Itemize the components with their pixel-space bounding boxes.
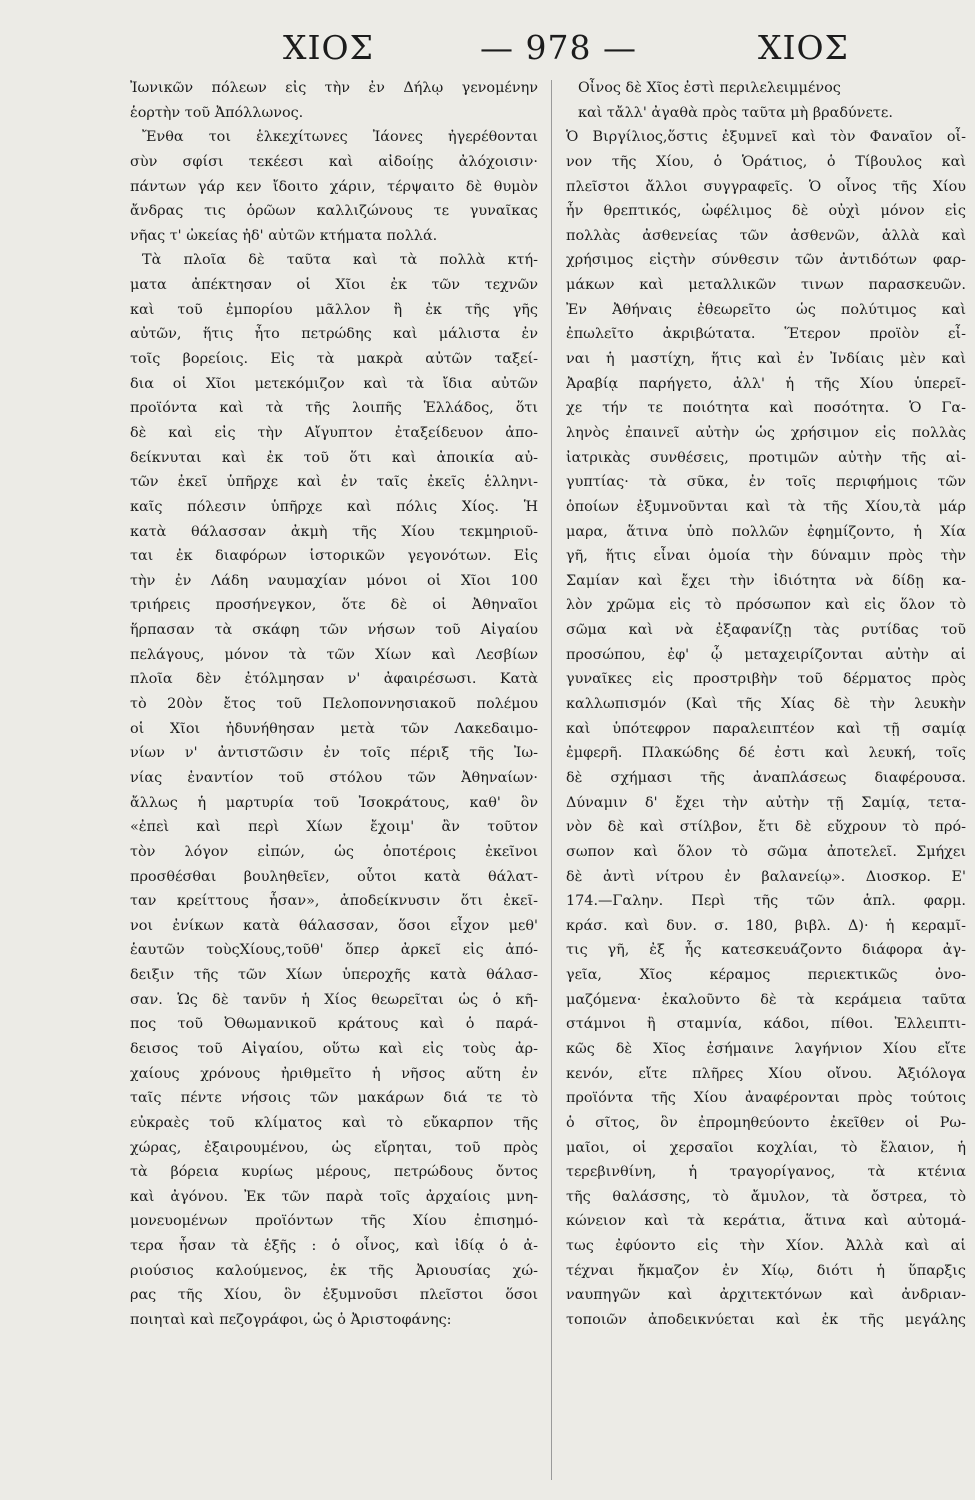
text-line: δια οἱ Χῖοι μετεκόμιζον καὶ τὰ ἴδια αὐτῶν: [130, 375, 538, 392]
text-line: μάκων καὶ μεταλλικῶν τινων παρασκευῶν.: [566, 277, 966, 294]
text-line: προϊόντα τῆς Χίου ἀναφέρονται πρὸς τούτοις: [566, 1090, 966, 1107]
right-column: [566, 76, 966, 1333]
text-line: καὶ ἀγόνου. Ἐκ τῶν παρὰ τοῖς ἀρχαίοις μνη-: [130, 1188, 538, 1205]
text-line: ἄλλως ἡ μαρτυρία τοῦ Ἰσοκράτους, καθ' ὃν: [130, 794, 538, 811]
text-line: σαν. Ὡς δὲ τανῦν ἡ Χίος θεωρεῖται ὡς ὁ κῆ-: [130, 991, 538, 1008]
text-line: Ἰωνικῶν πόλεων εἰς τὴν ἐν Δήλῳ γενομένην: [130, 80, 538, 96]
text-line: δὲ καὶ εἰς τὴν Αἴγυπτον ἐταξείδευον ἀπο-: [130, 424, 538, 441]
text-line: τριήρεις προσήνεγκον, ὅτε δὲ οἱ Ἀθηναῖοι: [130, 597, 538, 614]
text-line: τοποιῶν ἀποδεικνύεται καὶ ἐκ τῆς μεγάλης: [566, 1312, 966, 1329]
text-line: ταν κρείττους ἦσαν», ἀποδείκνυσιν ὅτι ἐκεῖ-: [130, 893, 538, 910]
text-line: ναι ἡ μαστίχη, ἥτις καὶ ἐν Ἰνδίαις μὲν καὶ: [566, 351, 966, 368]
text-line: Δύναμιν δ' ἔχει τὴν αὐτὴν τῇ Σαμίᾳ, τετα-: [566, 794, 966, 811]
text-line: χρήσιμος εἰςτὴν σύνθεσιν τῶν ἀντιδότων φαρ-: [566, 252, 966, 269]
text-line: Ἔνθα τοι ἑλκεχίτωνες Ἰάονες ἠγερέθονται: [142, 129, 538, 146]
text-line: 174.—Γαλην. Περὶ τῆς τῶν ἁπλ. φαρμ.: [566, 893, 966, 910]
text-line: τῆς θαλάσσης, τὸ ἄμυλον, τὰ ὄστρεα, τὸ: [566, 1188, 966, 1205]
text-line: νοι ἐνίκων κατὰ θάλασσαν, ὅσοι εἶχον μεθ': [130, 917, 538, 934]
text-line: χαίους χρόνους ἠριθμεῖτο ἡ νῆσος αὕτη ἐν: [130, 1065, 538, 1082]
text-line: δεισος τοῦ Αἰγαίου, οὕτω καὶ εἰς τοὺς ἀρ-: [130, 1040, 538, 1057]
text-line: κενόν, εἴτε πλῆρες Χίου οἴνου. Ἀξιόλογα: [566, 1065, 966, 1082]
text-line: ριούσιος καλούμενος, ἐκ τῆς Ἀριουσίας χώ-: [130, 1262, 538, 1279]
column-divider: [551, 80, 552, 1480]
text-line: λὸν χρῶμα εἰς τὸ πρόσωπον καὶ εἰς ὅλον τὸ: [566, 597, 966, 614]
text-line: καῖς πόλεσιν ὑπῆρχε καὶ πόλις Χίος. Ἡ: [130, 498, 538, 515]
text-line: κῶς δὲ Χῖος ἐσήμαινε λαγήνιον Χίου εἴτε: [566, 1040, 966, 1057]
text-line: πάντων γάρ κεν ἴδοιτο χάριν, τέρψαιτο δὲ θυμὸν: [130, 178, 538, 195]
text-line: σῶμα καὶ νὰ ἐξαφανίζῃ τὰς ρυτίδας τοῦ: [566, 622, 966, 639]
text-line: Ἐν Ἀθήναις ἐθεωρεῖτο ὡς πολύτιμος καὶ: [566, 301, 966, 318]
left-column: [130, 76, 538, 1333]
text-line: Σαμίαν καὶ ἔχει τὴν ἰδιότητα νὰ δίδῃ κα-: [566, 572, 966, 589]
text-line: χε τήν τε ποιότητα καὶ ποσότητα. Ὁ Γα-: [566, 400, 966, 417]
text-line: γυπτίας· τὰ σῦκα, ἐν τοῖς περιφήμοις τῶν: [566, 474, 966, 491]
text-line: ἄνδρας τις ὁρῶων καλλιζώνους τε γυναῖκας: [130, 203, 538, 220]
text-line: μονευομένων προϊόντων τῆς Χίου ἐπισημό-: [130, 1213, 538, 1230]
text-line: σὺν σφίσι τεκέεσι καὶ αἰδοίῃς ἀλόχοισιν·: [130, 153, 538, 170]
text-line: νον τῆς Χίου, ὁ Ὁράτιος, ὁ Τίβουλος καὶ: [566, 153, 966, 170]
text-line: γυναῖκες εἰς προστριβὴν τοῦ δέρματος πρὸς: [566, 671, 966, 688]
text-line: ποιηταὶ καὶ πεζογράφοι, ὡς ὁ Ἀριστοφάνης:: [130, 1312, 452, 1329]
text-line: μαρα, ἅτινα ὑπὸ πολλῶν ἐφημίζοντο, ἡ Χία: [566, 523, 966, 540]
text-line: τως ἐφύοντο εἰς τὴν Χίον. Ἀλλὰ καὶ αἱ: [566, 1238, 966, 1255]
text-line: τις γῆ, ἐξ ἧς κατεσκευάζοντο διάφορα ἀγ-: [566, 942, 966, 959]
text-line: τὰ βόρεια κυρίως μέρους, πετρώδους ὄντος: [130, 1164, 538, 1181]
text-line: ἰατρικὰς συνθέσεις, προτιμῶν αὐτὴν τῆς αἰ-: [566, 449, 966, 466]
text-line: τὸν λόγον εἰπών, ὡς ὁποτέροις ἐκεῖνοι: [130, 843, 538, 860]
text-line: ἥρπασαν τὰ σκάφη τῶν νήσων τοῦ Αἰγαίου: [130, 622, 538, 639]
text-line: νῆας τ' ὠκείας ἠδ' αὐτῶν κτήματα πολλά.: [130, 227, 438, 244]
text-line: καὶ τοῦ ἐμπορίου μᾶλλον ἢ ἐκ τῆς γῆς: [130, 301, 538, 318]
text-line: τερεβινθίνη, ἡ τραγορίγανος, τὰ κτένια: [566, 1164, 966, 1181]
text-line: ἐμφερῆ. Πλακώδης δέ ἐστι καὶ λευκή, τοῖς: [566, 745, 966, 762]
text-line: καλλωπισμόν (Καὶ τῆς Χίας δὲ τὴν λευκὴν: [566, 696, 966, 713]
text-line: δείκνυται καὶ ἐκ τοῦ ὅτι καὶ ἀποικία αὐ-: [130, 449, 538, 466]
text-line: «ἐπεὶ καὶ περὶ Χίων ἔχοιμ' ἂν τοῦτον: [130, 819, 538, 836]
text-line: ληνὸς ἐπαινεῖ αὐτὴν ὡς χρήσιμον εἰς πολλὰς: [566, 424, 966, 441]
text-line: πολλὰς ἀσθενείας τῶν ἀσθενῶν, ἀλλὰ καὶ: [566, 227, 966, 244]
text-line: προϊόντα καὶ τὰ τῆς λοιπῆς Ἑλλάδος, ὅτι: [130, 400, 538, 417]
text-line: δὲ ἀντὶ νίτρου ἐν βαλανείῳ». Διοσκορ. Ε': [566, 868, 966, 885]
text-line: πος τοῦ Ὀθωμανικοῦ κράτους καὶ ὁ παρά-: [130, 1016, 538, 1033]
text-line: πλοῖα δὲν ἐτόλμησαν ν' ἀφαιρέσωσι. Κατὰ: [130, 671, 538, 688]
text-line: ματα ἀπέκτησαν οἱ Χῖοι ἐκ τῶν τεχνῶν: [130, 277, 538, 294]
text-line: γεῖα, Χῖος κέραμος περιεκτικῶς ὀνο-: [566, 967, 966, 984]
text-line: ἦν θρεπτικός, ὠφέλιμος δὲ οὐχὶ μόνον εἰς: [566, 203, 966, 220]
text-line: κώνειον καὶ τὰ κεράτια, ἅτινα καὶ αὐτομά-: [566, 1213, 966, 1230]
text-line: Τὰ πλοῖα δὲ ταῦτα καὶ τὰ πολλὰ κτή-: [142, 252, 538, 269]
text-line: προσώπου, ἐφ' ᾧ μεταχειρίζονται αὐτὴν αἱ: [566, 646, 966, 663]
text-line: ὁποίων ἐξυμνοῦνται καὶ τὰ τῆς Χίου,τὰ μάρ: [566, 498, 966, 515]
text-line: τῶν ἐκεῖ ὑπῆρχε καὶ ἐν ταῖς ἐκεῖς ἑλληνι-: [130, 474, 538, 491]
text-line: τοῖς βορείοις. Εἰς τὰ μακρὰ αὐτῶν ταξεί-: [130, 351, 538, 368]
text-line: σωπον καὶ ὅλον τὸ σῶμα ἀποτελεῖ. Σμήχει: [566, 843, 966, 860]
text-line: καὶ τἄλλ' ἀγαθὰ πρὸς ταῦτα μὴ βραδύνετε.: [578, 104, 893, 121]
text-line: πελάγους, μόνον τὰ τῶν Χίων καὶ Λεσβίων: [130, 646, 538, 663]
text-line: στάμνοι ἢ σταμνία, κάδοι, πίθοι. Ἐλλειπτι-: [566, 1016, 966, 1033]
text-line: δειξιν τῆς τῶν Χίων ὑπεροχῆς κατὰ θάλασ-: [130, 967, 538, 984]
running-head-right: ΧΙΟΣ: [758, 28, 849, 67]
page-number: — 978 —: [480, 28, 637, 67]
text-line: ὁ σῖτος, ὃν ἐπρομηθεύοντο ἐκεῖθεν οἱ Ρω-: [566, 1114, 966, 1131]
text-line: ἑορτὴν τοῦ Ἀπόλλωνος.: [130, 104, 304, 121]
text-line: δὲ σχήμασι τῆς ἀναπλάσεως διαφέρουσα.: [566, 769, 966, 786]
text-line: ταῖς πέντε νήσοις τῶν μακάρων διά τε τὸ: [130, 1090, 538, 1107]
text-line: ἑαυτῶν τοὺςΧίους,τοῦθ' ὅπερ ἀρκεῖ εἰς ἀπό-: [130, 942, 538, 959]
running-head-left: ΧΙΟΣ: [283, 28, 374, 67]
text-line: εὐκραὲς τοῦ κλίματος καὶ τὸ εὔκαρπον τῆς: [130, 1114, 538, 1131]
text-line: Οἶνος δὲ Χῖος ἐστὶ περιλελειμμένος: [578, 80, 841, 96]
page-header: [0, 28, 975, 78]
text-line: ρας τῆς Χίου, ὃν ἐξυμνοῦσι πλεῖστοι ὅσοι: [130, 1287, 538, 1304]
text-line: νίας ἐναντίον τοῦ στόλου τῶν Ἀθηναίων·: [130, 769, 538, 786]
text-line: ἐπωλεῖτο ἀκριβώτατα. Ἕτερον προϊὸν εἶ-: [566, 326, 966, 343]
text-line: τὴν ἐν Λάδη ναυμαχίαν μόνοι οἱ Χῖοι 100: [130, 572, 538, 589]
text-line: προσθέσθαι βουληθεῖεν, οὗτοι κατὰ θάλατ-: [130, 868, 538, 885]
text-line: χώρας, ἐξαιρουμένου, ὡς εἴρηται, τοῦ πρὸς: [130, 1139, 538, 1156]
text-line: πλεῖστοι ἄλλοι συγγραφεῖς. Ὁ οἶνος τῆς Χίου: [566, 178, 966, 195]
text-line: τερα ἦσαν τὰ ἑξῆς : ὁ οἶνος, καὶ ἰδίᾳ ὁ ἀ-: [130, 1238, 538, 1255]
text-line: καὶ ὑπότεφρον παραλειπτέον καὶ τῇ σαμίᾳ: [566, 720, 966, 737]
text-line: μαζόμενα· ἐκαλοῦντο δὲ τὰ κεράμεια ταῦτα: [566, 991, 966, 1008]
text-line: τέχναι ἤκμαζον ἐν Χίῳ, διότι ἡ ὕπαρξις: [566, 1262, 966, 1279]
text-line: νίων ν' ἀντιστῶσιν ἐν τοῖς πέριξ τῆς Ἰω-: [130, 745, 538, 762]
text-line: Ὁ Βιργίλιος,ὅστις ἐξυμνεῖ καὶ τὸν Φαναῖον οἶ-: [566, 129, 966, 146]
text-line: τὸ 20ὸν ἔτος τοῦ Πελοποννησιακοῦ πολέμου: [130, 696, 538, 713]
text-line: νὸν δὲ καὶ στίλβον, ἔτι δὲ εὔχρουν τὸ πρό-: [566, 819, 966, 836]
text-line: ται ἐκ διαφόρων ἱστορικῶν γεγονότων. Εἰς: [130, 548, 538, 565]
text-line: αὐτῶν, ἥτις ἦτο πετρώδης καὶ μάλιστα ἐν: [130, 326, 538, 343]
text-line: οἱ Χῖοι ἠδυνήθησαν μετὰ τῶν Λακεδαιμο-: [130, 720, 538, 737]
text-line: Ἀραβίᾳ παρήγετο, ἀλλ' ἡ τῆς Χίου ὑπερεῖ-: [566, 375, 966, 392]
text-line: ναυπηγῶν καὶ ἀρχιτεκτόνων καὶ ἀνδριαν-: [566, 1287, 966, 1304]
text-line: γῆ, ἥτις εἶναι ὁμοία τὴν δύναμιν πρὸς τὴν: [566, 548, 966, 565]
text-line: κράσ. καὶ δυν. σ. 180, βιβλ. Δ)· ἡ κεραμῖ-: [566, 917, 966, 934]
text-line: μαῖοι, οἱ χερσαῖοι κοχλίαι, τὸ ἔλαιον, ἡ: [566, 1139, 966, 1156]
text-line: κατὰ θάλασσαν ἀκμὴ τῆς Χίου τεκμηριοῦ-: [130, 523, 538, 540]
